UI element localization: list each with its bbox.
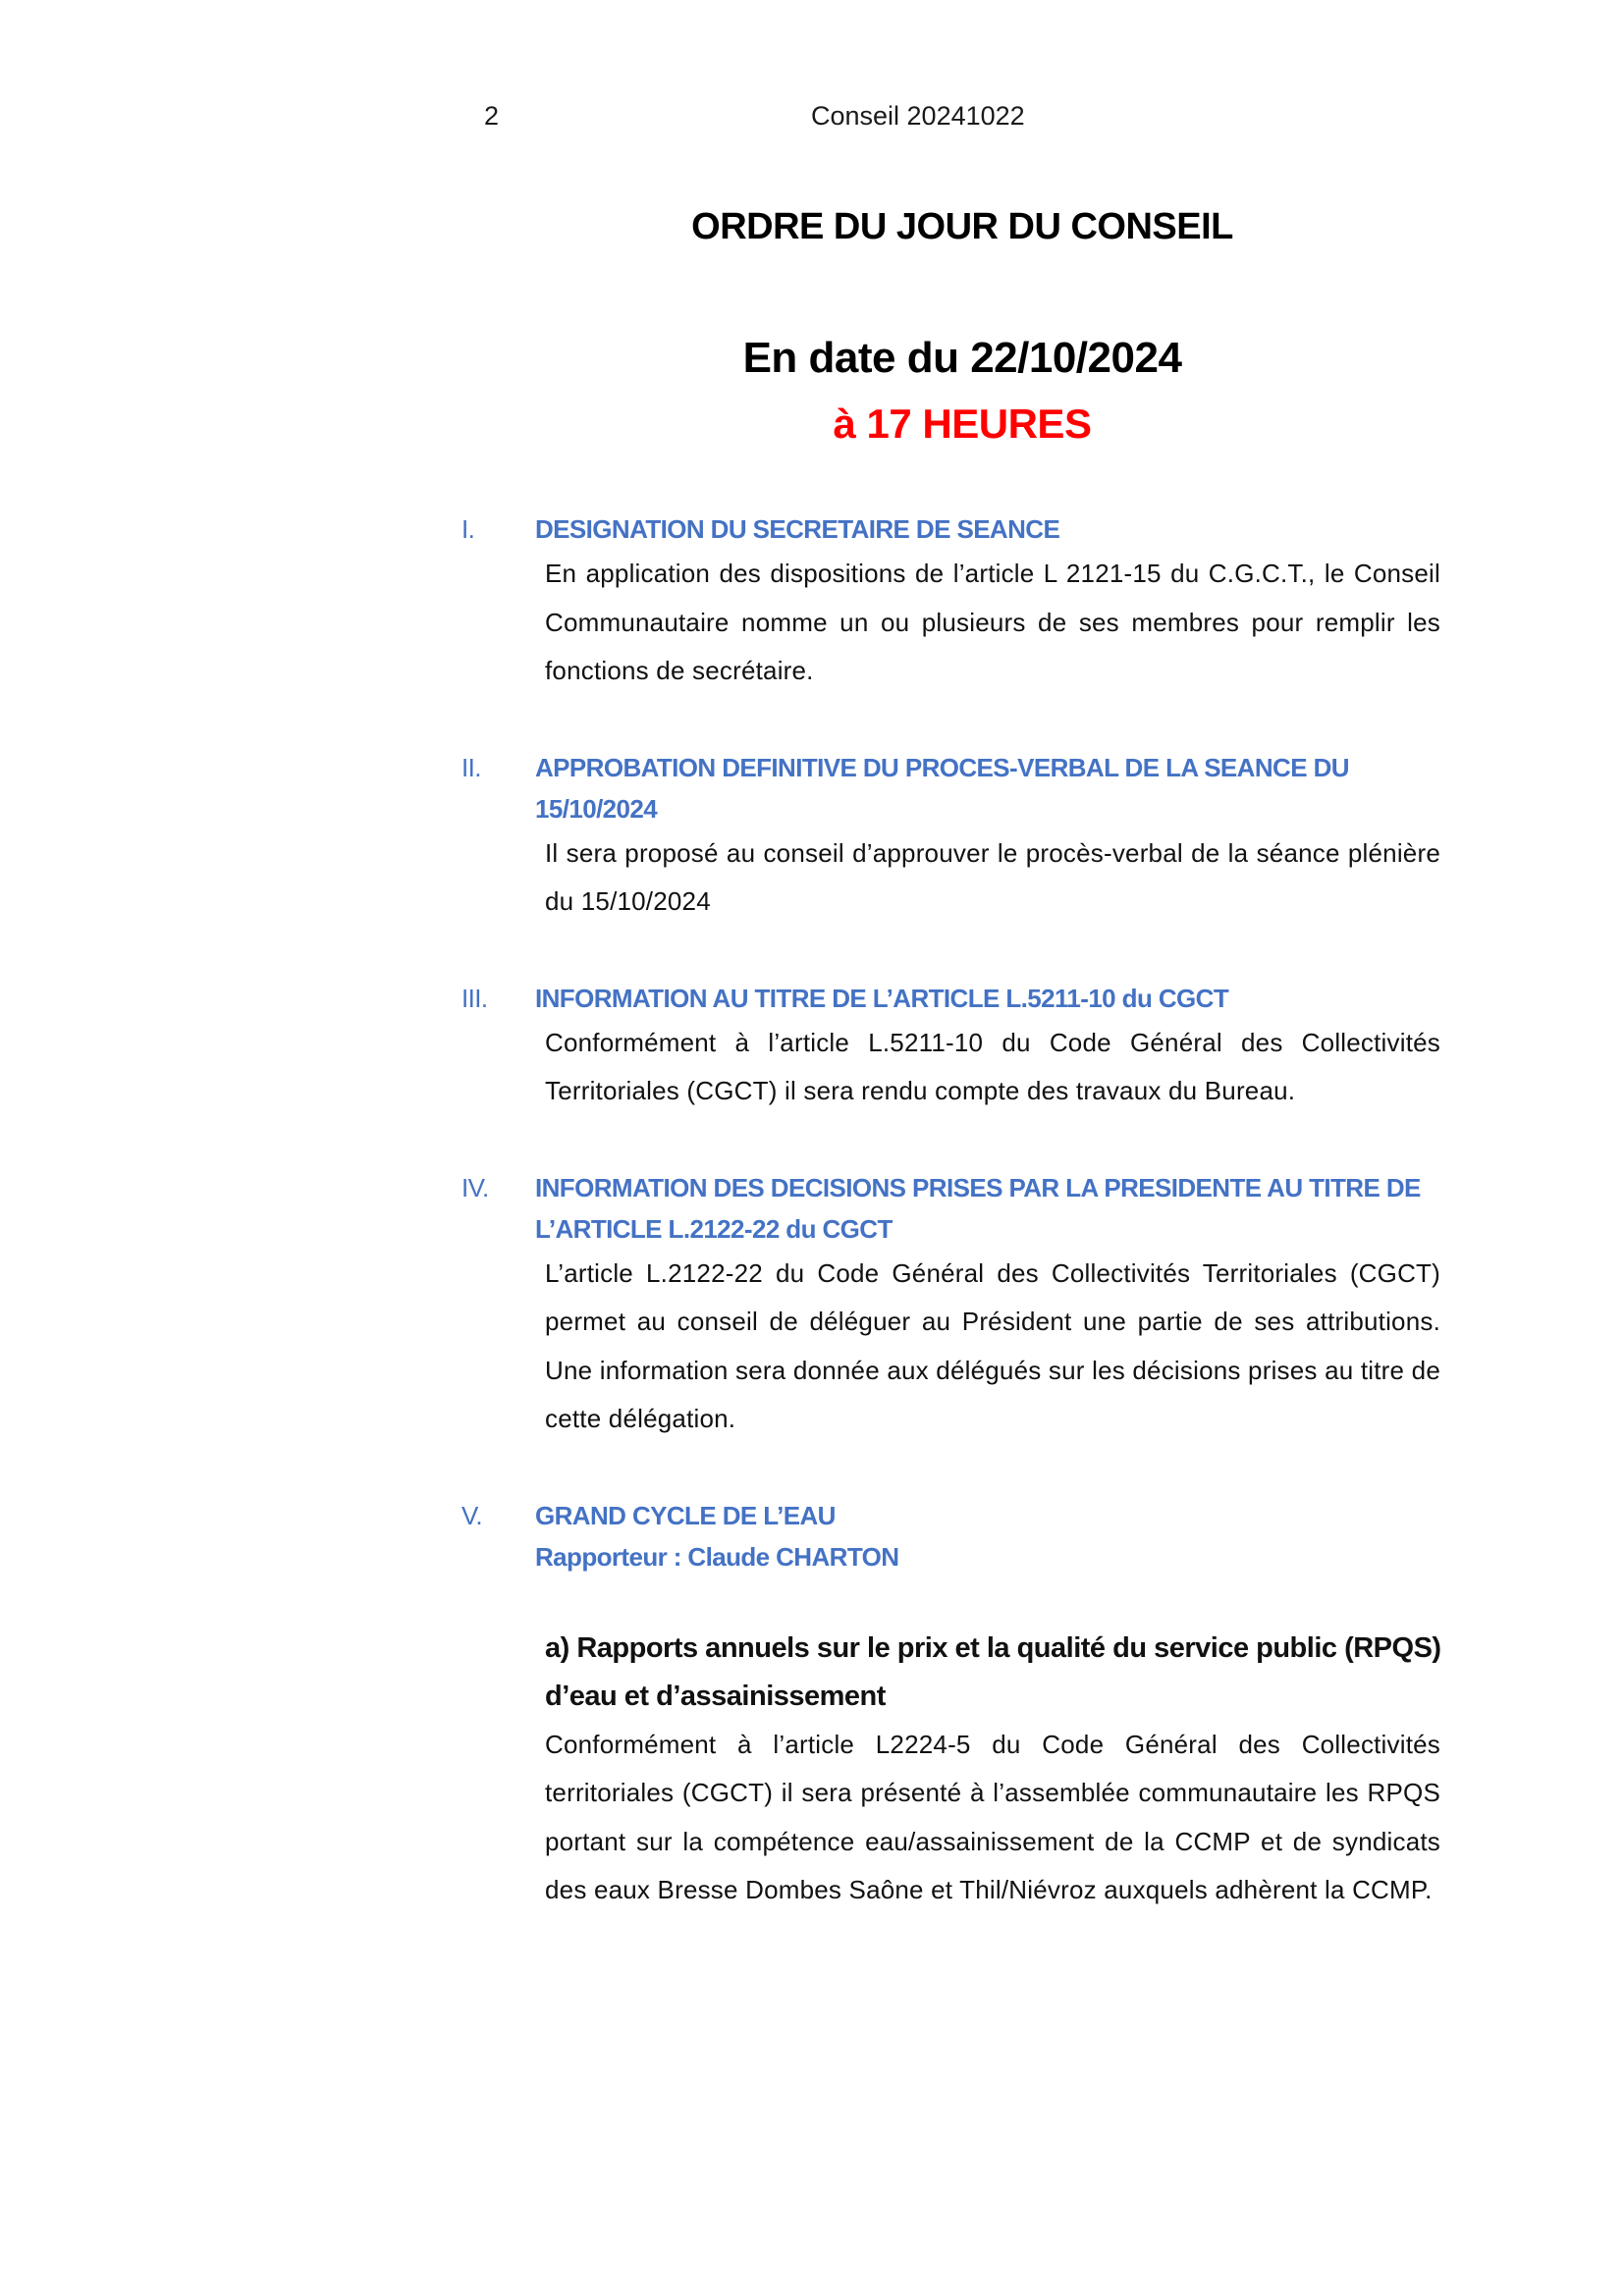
agenda-item-title: APPROBATION DEFINITIVE DU PROCES-VERBAL DE LA SEANCE DU 15/10/2024 [535, 752, 1349, 824]
agenda-item-title: INFORMATION AU TITRE DE L’ARTICLE L.5211-10 du CGCT [535, 983, 1229, 1013]
agenda-item-title: GRAND CYCLE DE L’EAU [535, 1500, 836, 1530]
agenda-item-1 [0, 508, 1624, 696]
agenda-item-body: Conformément à l’article L.5211-10 du Code Général des Collectivités Territoriales (CGCT) il sera rendu compte des travaux du Bureau. [545, 1027, 1440, 1105]
rapporteur: Rapporteur : Claude CHARTON [535, 1541, 899, 1572]
agenda-item-heading [0, 747, 1624, 829]
agenda-item-number: II. [461, 752, 481, 782]
running-title: Conseil 20241022 [811, 101, 1025, 131]
agenda-item-body: En application des dispositions de l’article L 2121-15 du C.G.C.T., le Conseil Communautaire nomme un ou plusieurs de ses membres pour remplir les fonctions de secrétaire. [545, 559, 1440, 685]
agenda-item-title: INFORMATION DES DECISIONS PRISES PAR LA PRESIDENTE AU TITRE DE L’ARTICLE L.2122-22 du CGCT [535, 1172, 1421, 1244]
agenda-item-2 [0, 747, 1624, 927]
document-title: ORDRE DU JOUR DU CONSEIL [691, 206, 1233, 247]
agenda-item-number: I. [461, 514, 475, 544]
agenda-item-body: Il sera proposé au conseil d’approuver le procès-verbal de la séance plénière du 15/10/2024 [545, 837, 1440, 916]
agenda-item-number: III. [461, 983, 488, 1013]
meeting-time: à 17 HEURES [833, 400, 1092, 447]
agenda-item-number: IV. [461, 1172, 489, 1202]
agenda-item-heading [0, 1167, 1624, 1250]
agenda-list [0, 508, 1624, 1966]
page-header [0, 101, 1624, 136]
sub-item-body: Conformément à l’article L2224-5 du Code Général des Collectivités territoriales (CGCT) il sera présenté à l’assemblée communautaire les RPQS portant sur la compétence eau/assainissement de la CCMP et de syndicats des eaux Bresse Dombes Saône et Thil/Niévroz auxquels adhèrent la CCMP. [545, 1729, 1440, 1904]
agenda-item-title: DESIGNATION DU SECRETAIRE DE SEANCE [535, 514, 1060, 544]
agenda-item-5 [0, 1495, 1624, 1915]
agenda-sub-item-a [545, 1625, 1488, 1915]
agenda-item-heading [0, 508, 1624, 550]
sub-item-heading: a) Rapports annuels sur le prix et la qualité du service public (RPQS) d’eau et d’assainissement [545, 1631, 1441, 1712]
agenda-item-number: V. [461, 1500, 482, 1530]
agenda-item-4 [0, 1167, 1624, 1444]
page-number: 2 [484, 101, 500, 131]
agenda-item-heading [0, 978, 1624, 1019]
meeting-date: En date du 22/10/2024 [742, 334, 1182, 382]
agenda-item-heading [0, 1495, 1624, 1577]
agenda-item-3 [0, 978, 1624, 1116]
agenda-item-body: L’article L.2122-22 du Code Général des Collectivités Territoriales (CGCT) permet au conseil de déléguer au Président une partie de ses attributions. Une information sera donnée aux délégués sur les décisions prises au titre de cette délégation. [545, 1257, 1440, 1433]
